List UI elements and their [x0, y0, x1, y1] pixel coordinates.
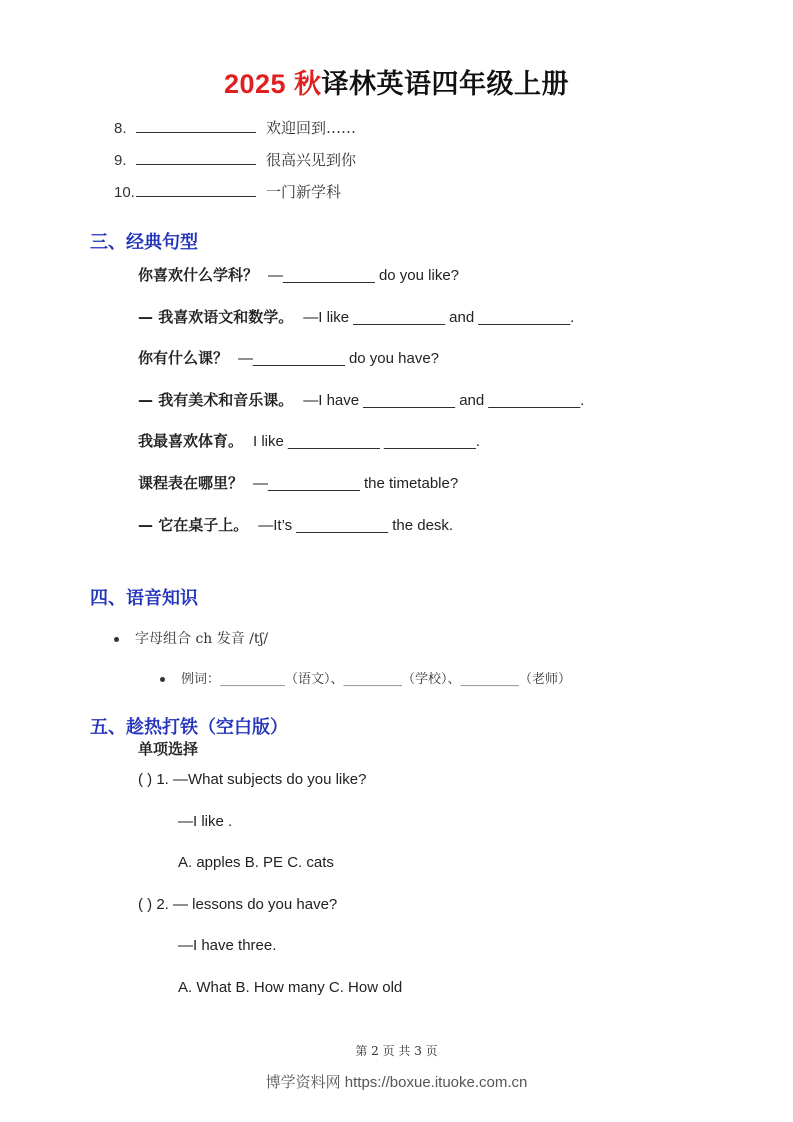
- sentence-row: [138, 264, 459, 285]
- page-title: [0, 62, 793, 101]
- vocab-number: 10.: [114, 184, 135, 201]
- sentence-row: [138, 472, 458, 493]
- vocab-item: [114, 181, 341, 202]
- sentence-english: —It’s ___________ the desk.: [258, 517, 454, 534]
- sentence-english: —I have ___________ and ___________.: [303, 392, 585, 409]
- watermark: 博学资料网 https://boxue.ituoke.com.cn: [265, 1074, 528, 1091]
- vocab-number: 9.: [114, 152, 127, 169]
- question-options: A. apples B. PE C. cats: [178, 854, 334, 871]
- section-heading-sentences: 三、经典句型: [90, 232, 198, 253]
- question-stem: ( ) 2. — lessons do you have?: [138, 896, 338, 913]
- vocab-item: [114, 149, 356, 170]
- sentence-chinese: — 它在桌子上。: [138, 516, 249, 534]
- sentence-english: —___________ do you like?: [268, 267, 460, 284]
- vocab-number: 8.: [114, 120, 127, 137]
- vocab-item: [114, 117, 356, 138]
- bullet-dot: [160, 677, 165, 682]
- sentence-chinese: 你有什么课？: [138, 349, 229, 367]
- section-heading-practice: 五、趁热打铁（空白版）: [90, 717, 288, 738]
- phonics-rule-text: 字母组合 ch 发音 /tʃ/: [135, 631, 269, 647]
- sentence-row: [138, 389, 584, 410]
- title-text: 译林英语四年级上册: [321, 69, 570, 99]
- bullet-dot: [114, 637, 119, 642]
- vocab-meaning: 一门新学科: [266, 183, 342, 201]
- sentence-chinese: — 我喜欢语文和数学。: [138, 308, 294, 326]
- sentence-row: [138, 306, 574, 327]
- question-stem: ( ) 1. —What subjects do you like?: [138, 771, 367, 788]
- sentence-chinese: — 我有美术和音乐课。: [138, 391, 294, 409]
- title-year: 2025 秋: [223, 69, 322, 99]
- section-heading-phonics: 四、语音知识: [90, 588, 198, 609]
- answer-blank: [136, 118, 256, 133]
- question-line: —I like .: [178, 813, 233, 830]
- sentence-chinese: 你喜欢什么学科？: [138, 266, 259, 284]
- subheading-text: 单项选择: [138, 740, 199, 758]
- vocab-meaning: 很高兴见到你: [266, 151, 357, 169]
- question-line: —I have three.: [178, 937, 277, 954]
- phonics-examples: [160, 668, 571, 687]
- vocab-meaning: 欢迎回到……: [266, 119, 357, 137]
- phonics-examples-text: 例词：__________（语文）、_________（学校）、_________（老师）: [181, 672, 572, 687]
- sentence-english: —I like ___________ and ___________.: [303, 309, 575, 326]
- sentence-english: I like ___________ ___________.: [253, 433, 480, 450]
- sentence-row: [138, 430, 480, 451]
- question-options: A. What B. How many C. How old: [178, 979, 403, 996]
- sentence-row: [138, 514, 453, 535]
- answer-blank: [136, 150, 256, 165]
- sentence-english: —___________ the timetable?: [253, 475, 459, 492]
- sentence-english: —___________ do you have?: [238, 350, 440, 367]
- answer-blank: [136, 182, 256, 197]
- practice-subheading: [138, 738, 198, 759]
- phonics-rule: [114, 628, 268, 648]
- sentence-chinese: 我最喜欢体育。: [138, 432, 244, 450]
- sentence-chinese: 课程表在哪里？: [138, 474, 244, 492]
- page-number: 第 2 页 共 3 页: [355, 1044, 438, 1058]
- sentence-row: [138, 347, 439, 368]
